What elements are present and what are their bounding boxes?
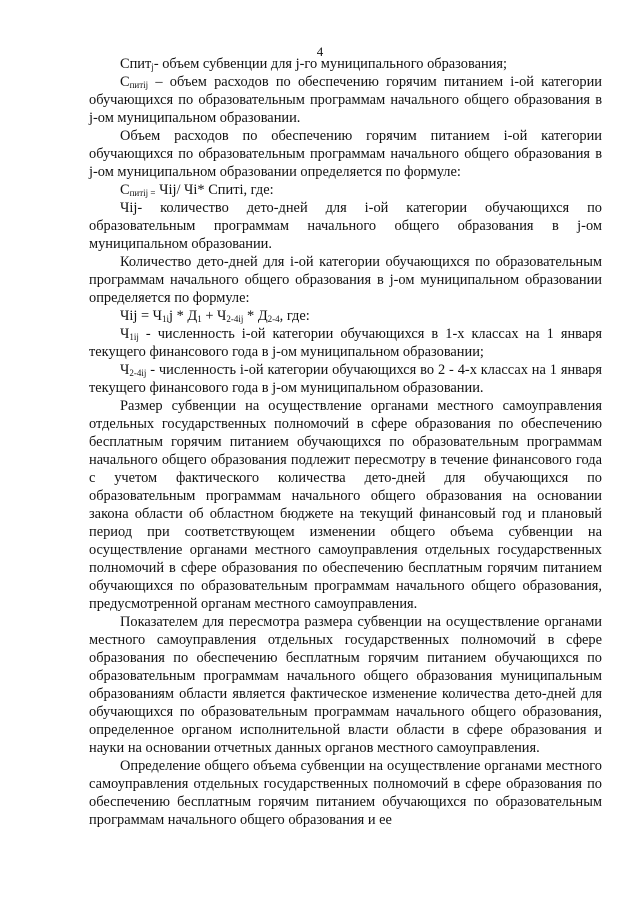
paragraph-text: - численность i-ой категории обучающихся в 1-х классах на 1 января текущего финансового года в j-ом муниципальном образовании;: [89, 326, 602, 360]
subscript-text: 2-4: [267, 314, 280, 324]
subscript-text: 1i: [162, 314, 170, 324]
page-number: 4: [316, 44, 324, 59]
paragraph-text: j * Д: [169, 308, 198, 324]
paragraph-text: Количество дето-дней для i-ой категории обучающихся по образовательным программам начального общего образования в j-ом муниципальном образовании определяется по формуле:: [89, 254, 602, 306]
subscript-text: j: [151, 62, 154, 72]
paragraph: [89, 253, 602, 307]
paragraph-text: С: [120, 182, 130, 198]
subscript-text: 1: [197, 314, 202, 324]
paragraph: [89, 73, 602, 127]
paragraph-text: Спит: [120, 56, 152, 72]
paragraph: [89, 397, 602, 613]
subscript-text: питij =: [129, 188, 156, 198]
paragraph-text: С: [120, 74, 130, 90]
paragraph-text: - объем субвенции для j-го муниципального образования;: [153, 56, 507, 72]
paragraph-text: Чij/ Чi* Спитi, где:: [155, 182, 274, 198]
paragraph-text: + Ч: [201, 308, 227, 324]
paragraph: [89, 325, 602, 361]
subscript-text: 2-4ij: [226, 314, 244, 324]
paragraph: [89, 307, 602, 325]
paragraph: [89, 199, 602, 253]
subscript-text: 1ij: [129, 332, 139, 342]
paragraph-text: Определение общего объема субвенции на осуществление органами местного самоуправления отдельных государственных полномочий в сфере образования по обеспечению бесплатным горячим питанием обучающихся по образовательным программам начального общего образования и ее: [89, 758, 602, 828]
subscript-text: 2-4ij: [129, 368, 147, 378]
paragraph: [89, 757, 602, 829]
paragraph-text: Размер субвенции на осуществление органами местного самоуправления отдельных государственных полномочий в сфере образования по обеспечению бесплатным горячим питанием обучающихся по образовательным программам начального общего образования подлежит пересмотру в течение финансового года с учетом фактического количества дето-дней для обучающихся по образовательным программам начального общего образования на основании закона области об областном бюджете на текущий финансовый год и плановый период при соответствующем изменении общего объема субвенции на осуществление органами местного самоуправления отдельных государственных полномочий в сфере образования по обеспечению бесплатным горячим питанием обучающихся по образовательным программам начального общего образования, предусмотренной органам местного самоуправления.: [89, 398, 602, 612]
paragraph-text: Показателем для пересмотра размера субвенции на осуществление органами местного самоуправления отдельных государственных полномочий в сфере образования по обеспечению бесплатным горячим питанием обучающихся по образовательным программам начального общего образования муниципальным образованиям области является фактическое изменение количества дето-дней для обучающихся по образовательным программам начального общего образования, определенное органом исполнительной власти области в сфере образования и науки на основании отчетных данных органов местного самоуправления.: [89, 614, 602, 756]
paragraph: [89, 55, 602, 73]
paragraph-text: , где:: [279, 308, 310, 324]
paragraph-text: Объем расходов по обеспечению горячим питанием i-ой категории обучающихся по образовательным программам начального общего образования в j-ом муниципальном образовании определяется по формуле:: [89, 128, 602, 180]
paragraph-text: * Д: [243, 308, 268, 324]
subscript-text: питij: [129, 80, 149, 90]
paragraph-text: Чij = Ч: [120, 308, 163, 324]
paragraph-text: Чij- количество дето-дней для i-ой категории обучающихся по образовательным программам начального общего образования в j-ом муниципальном образовании.: [89, 200, 602, 252]
paragraph-text: Ч: [120, 326, 130, 342]
document-body: [89, 55, 602, 829]
paragraph-text: - численность i-ой категории обучающихся во 2 - 4-х классах на 1 января текущего финансового года в j-ом муниципальном образовании.: [89, 362, 602, 396]
paragraph: [89, 181, 602, 199]
paragraph-text: – объем расходов по обеспечению горячим питанием i-ой категории обучающихся по образовательным программам начального общего образования в j-ом муниципальном образовании.: [89, 74, 602, 126]
paragraph-text: Ч: [120, 362, 130, 378]
paragraph: [89, 613, 602, 757]
paragraph: [89, 127, 602, 181]
paragraph: [89, 361, 602, 397]
